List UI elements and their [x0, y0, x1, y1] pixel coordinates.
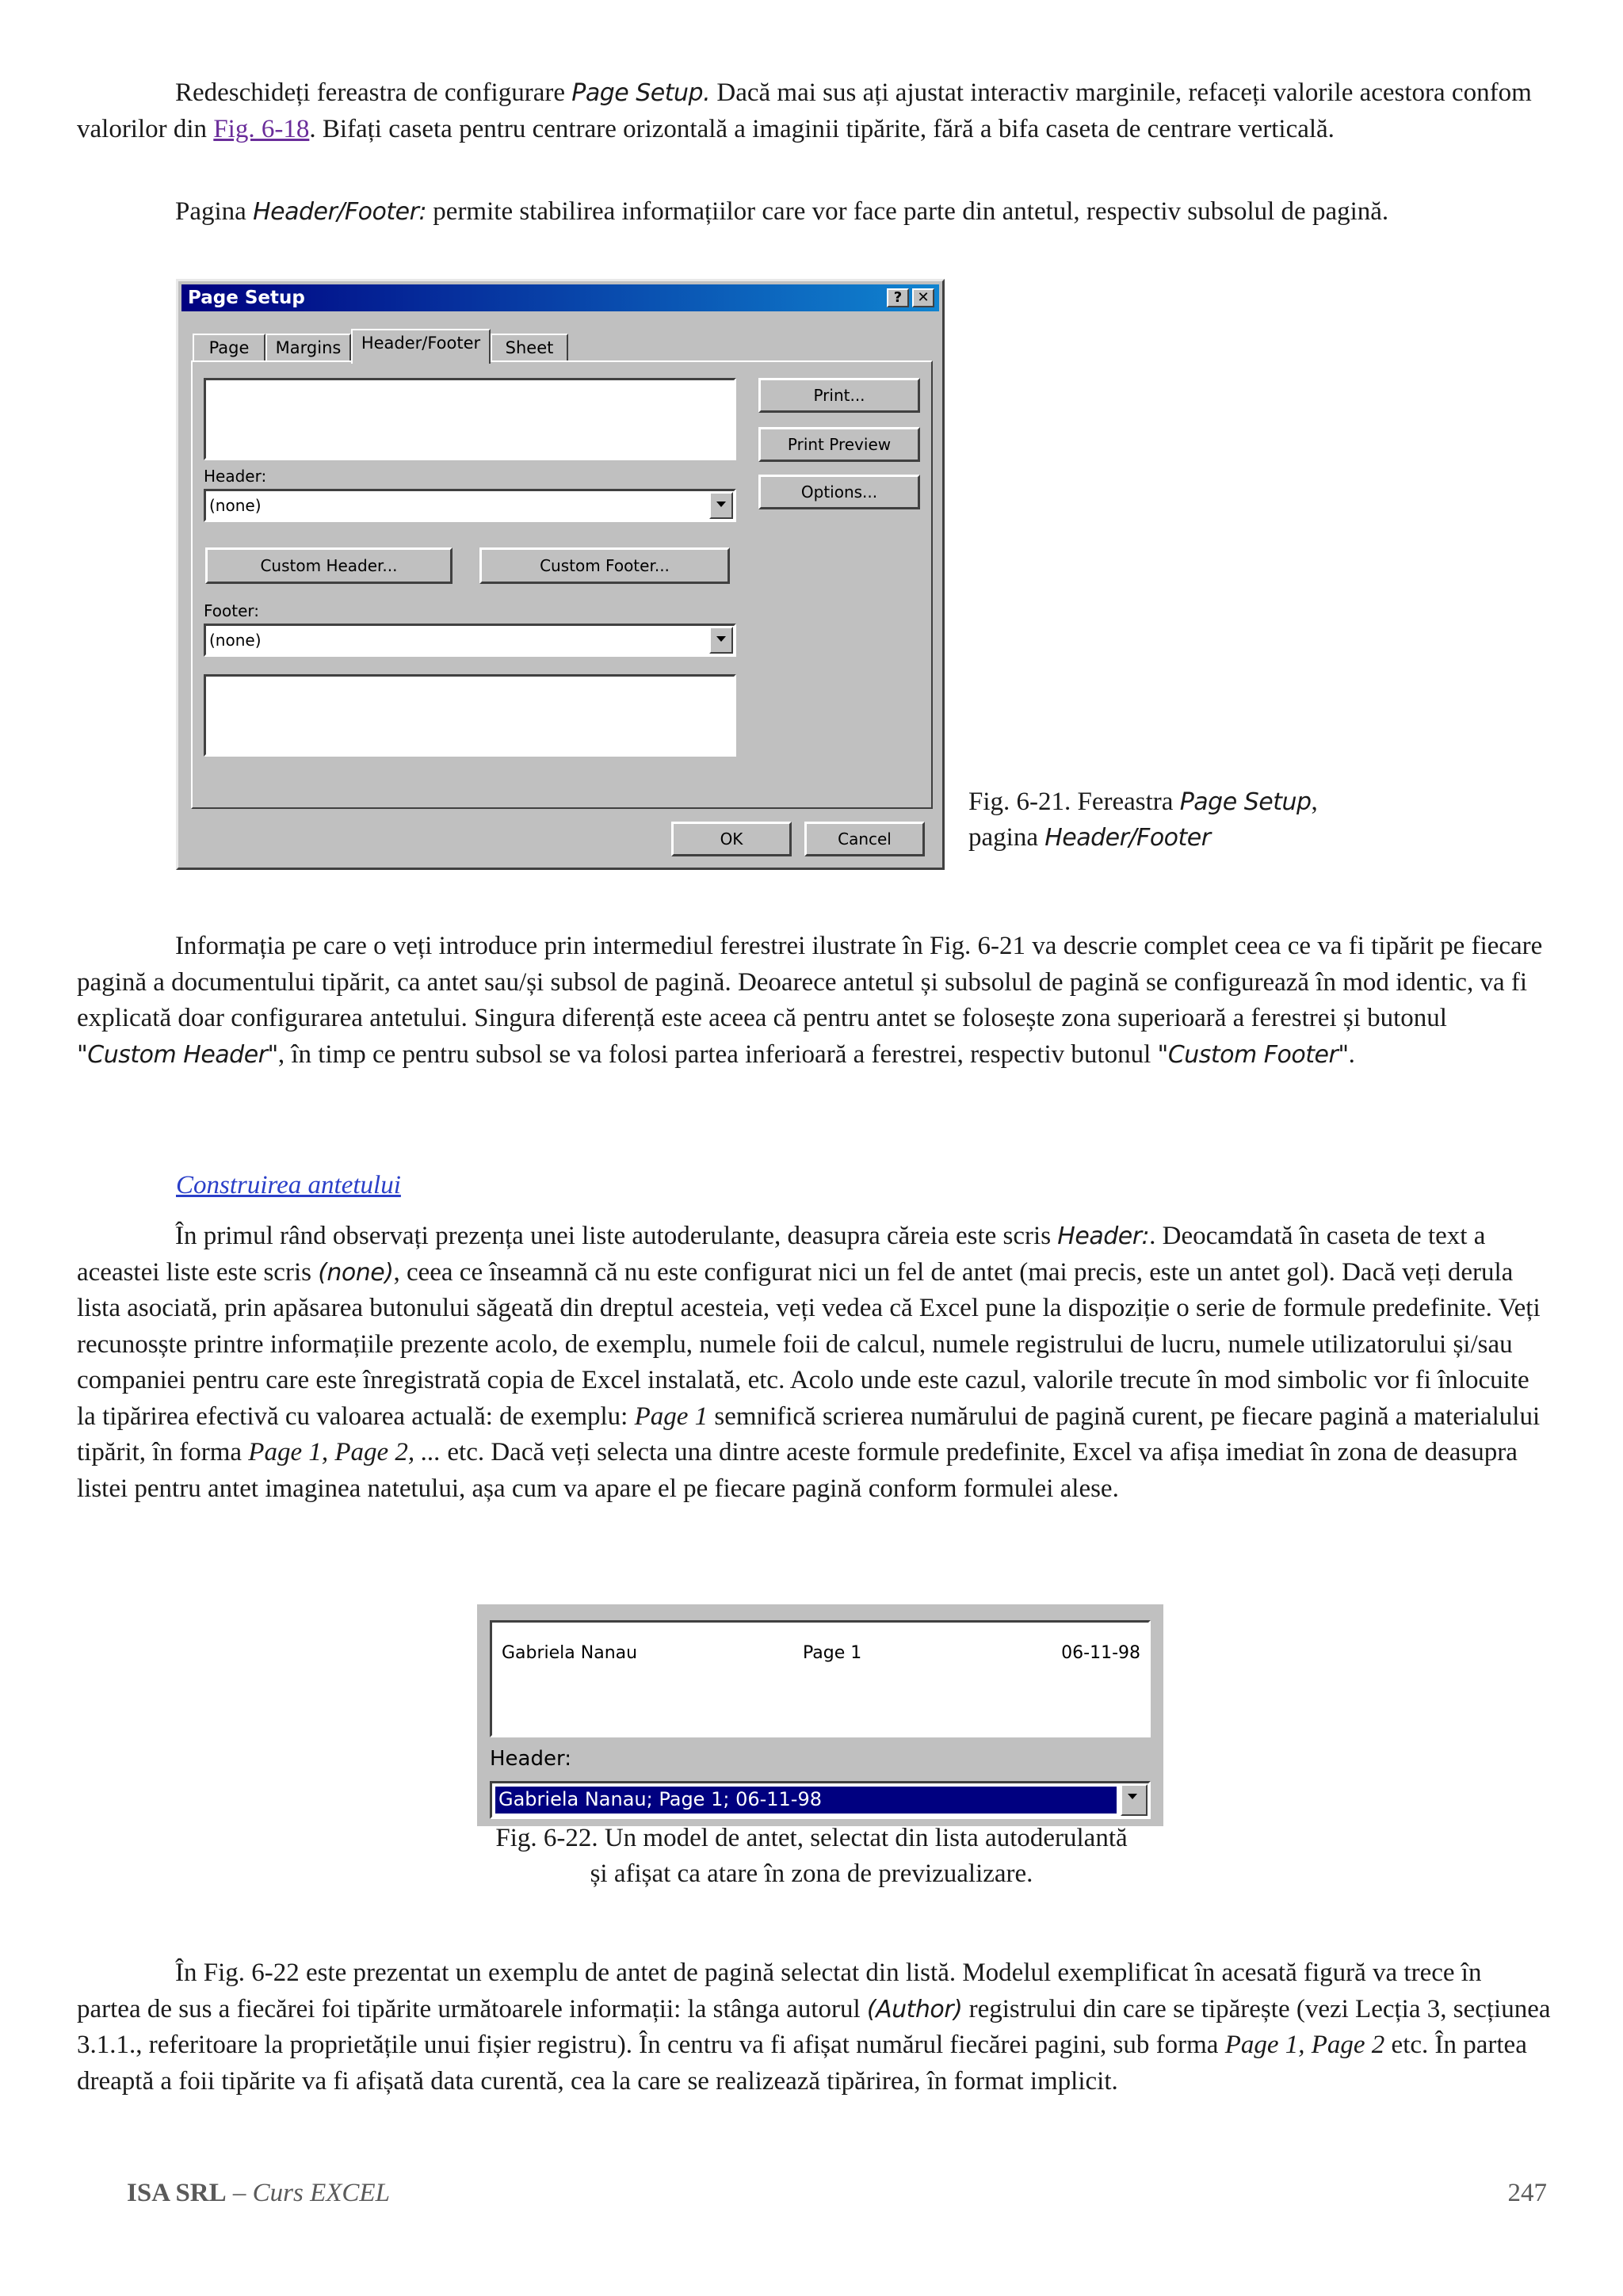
- paragraph-example: În Fig. 6-22 este prezentat un exemplu de antet de pagină selectat din listă. Modelul exemplificat în acesată figură va trece în partea de sus a fiecărei foi tipărite următoarele informații: la stânga autorul (Author) registrului din care se tipărește (vezi Lecția 3, secțiunea 3.1.1., referitoare la proprietățile unui fișier registru). În centru va fi afișat numărul fiecărei pagini, sub forma Page 1, Page 2 etc. În partea dreaptă a foii tipărite va fi afișată data curentă, cea la care se realizează tipărirea, în format implicit.: [77, 1958, 1551, 2096]
- help-icon[interactable]: ?: [887, 288, 909, 307]
- tab-margins[interactable]: Margins: [265, 334, 351, 362]
- chevron-down-icon[interactable]: [709, 627, 733, 654]
- paragraph-header-footer: Pagina Header/Footer: permite stabilirea informațiilor care vor face parte din antetul, respectiv subsolul de pagină.: [175, 197, 1389, 226]
- fig-6-18-link[interactable]: Fig. 6-18: [213, 114, 310, 143]
- paragraph-intro: Redeschideți fereastra de configurare Page Setup. Dacă mai sus ați ajustat interactiv marginile, refaceți valorile acestora confom valorilor din Fig. 6-18. Bifați caseta pentru centrare orizontală a imaginii tipărite, fără a bifa caseta de centrare verticală.: [77, 78, 1532, 143]
- section-heading: [176, 1171, 401, 1200]
- tab-sheet[interactable]: Sheet: [491, 334, 568, 362]
- tab-page[interactable]: Page: [193, 334, 265, 362]
- page-setup-dialog: [176, 279, 945, 870]
- header-preview-box: [204, 378, 736, 460]
- header-preview: [490, 1620, 1151, 1737]
- header-dropdown-selected: Gabriela Nanau; Page 1; 06-11-98: [495, 1787, 1117, 1814]
- figure-caption-6-22: Fig. 6-22. Un model de antet, selectat din lista autoderulantă și afișat ca atare în zona de previzualizare.: [495, 1824, 1128, 1888]
- options-button[interactable]: Options...: [758, 475, 920, 509]
- ok-button[interactable]: OK: [671, 822, 792, 856]
- dialog-title: Page Setup: [188, 288, 305, 308]
- print-button[interactable]: Print...: [758, 378, 920, 413]
- paragraph-build-header: În primul rând observați prezența unei liste autoderulante, deasupra căreia este scris Header:. Deocamdată în caseta de text a aceastei liste este scris (none), ceea ce înseamnă că nu este configurat nici un fel de antet (mai precis, este un antet gol). Dacă veți derula lista asociată, prin apăsarea butonului săgeată din dreptul acesteia, veți vedea că Excel pune la dispoziție o serie de formule predefinite. Veți recunosște printre informațiile prezente acolo, de exemplu, numele foii de calcul, numele registrului de lucru, numele utilizatorului și/sau companiei pentru care este înregistrată copia de Excel instalată, etc. Acolo unde este cazul, valorile trecute în mod simbolic vor fi înlocuite la tipărirea efectivă cu valoarea actuală: de exemplu: Page 1 semnifică scrierea numărului de pagină curent, pe fiecare pagină a materialului tipărit, în forma Page 1, Page 2, ... etc. Dacă veți selecta una dintre aceste formule predefinite, Excel va afișa imediat în zona de deasupra listei pentru antet imaginea natetului, așa cum va apare el pe fiecare pagină conform formulei alese.: [77, 1222, 1541, 1503]
- header-dropdown[interactable]: [490, 1781, 1151, 1819]
- figure-caption-6-21: Fig. 6-21. Fereastra Page Setup, pagina Header/Footer: [968, 788, 1318, 852]
- chevron-down-icon[interactable]: [709, 492, 733, 519]
- close-icon[interactable]: ✕: [912, 288, 934, 307]
- header-example-figure: [477, 1604, 1163, 1826]
- footer-dropdown-value: (none): [209, 631, 262, 650]
- custom-footer-button[interactable]: Custom Footer...: [479, 547, 730, 584]
- preview-left-text: Gabriela Nanau: [502, 1643, 638, 1663]
- cancel-button[interactable]: Cancel: [804, 822, 925, 856]
- page-number: 247: [1507, 2179, 1547, 2207]
- preview-center-text: Page 1: [803, 1643, 862, 1663]
- header-label: Header:: [490, 1747, 571, 1771]
- tab-header-footer[interactable]: Header/Footer: [351, 329, 491, 364]
- custom-header-button[interactable]: Custom Header...: [205, 547, 453, 584]
- preview-right-text: 06-11-98: [1061, 1643, 1140, 1663]
- header-label: Header:: [204, 467, 267, 486]
- footer-dropdown[interactable]: [204, 624, 736, 657]
- header-dropdown-value: (none): [209, 496, 262, 515]
- section-heading-link[interactable]: Construirea antetului: [176, 1171, 401, 1199]
- page-footer: ISA SRL – Curs EXCEL: [127, 2179, 390, 2207]
- title-bar: [181, 284, 939, 311]
- footer-preview-box: [204, 674, 736, 757]
- paragraph-info: Informația pe care o veți introduce prin intermediul ferestrei ilustrate în Fig. 6-21 va descrie complet ceea ce va fi tipărit pe fiecare pagină a documentului tipărit, ca antet sau/și subsol de pagină. Deoarece antetul și subsolul de pagină se configurează în mod identic, va fi explicată doar configurarea antetului. Singura diferență este aceea că pentru antet se folosește zona superioară a ferestrei și butonul "Custom Header", în timp ce pentru subsol se va folosi partea inferioară a ferestrei, respectiv butonul "Custom Footer".: [77, 932, 1543, 1069]
- footer-label: Footer:: [204, 601, 260, 620]
- chevron-down-icon[interactable]: [1121, 1784, 1148, 1816]
- print-preview-button[interactable]: Print Preview: [758, 427, 920, 462]
- header-dropdown[interactable]: [204, 489, 736, 522]
